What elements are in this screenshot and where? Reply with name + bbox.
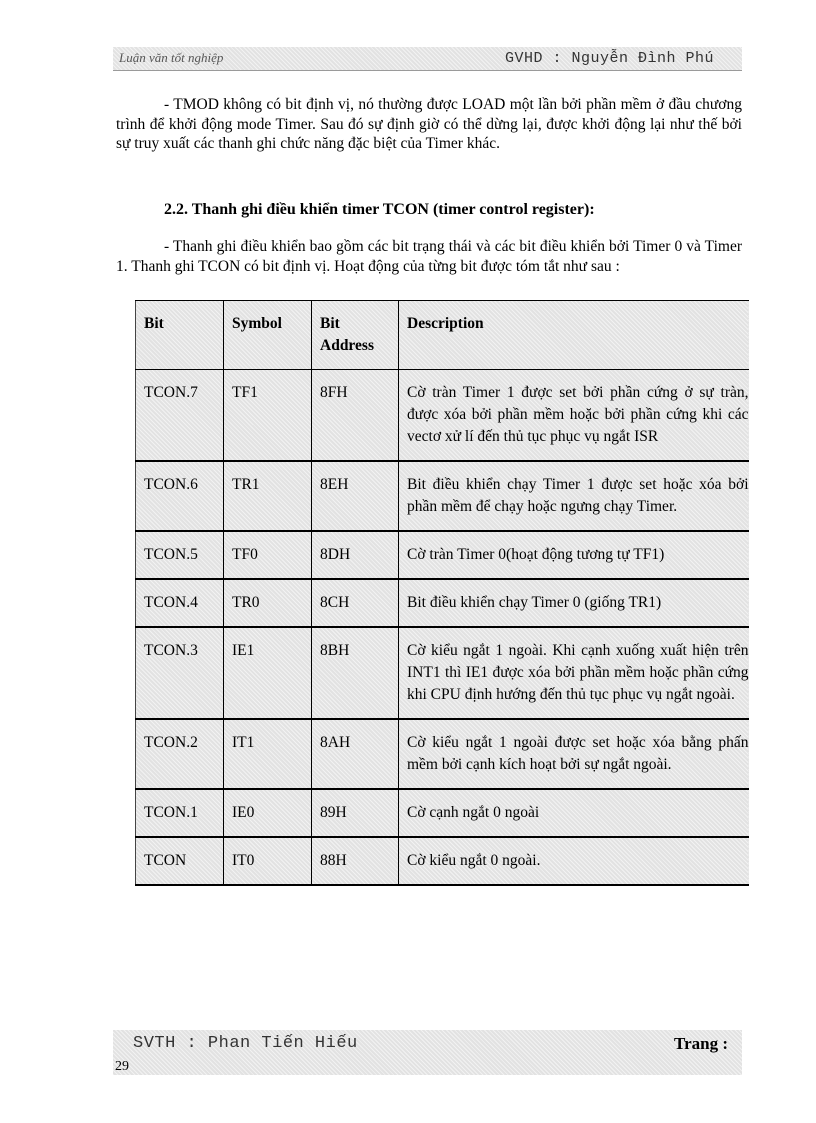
cell-bit: TCON.7	[136, 370, 224, 462]
cell-bit: TCON.6	[136, 461, 224, 531]
table-row	[136, 370, 749, 462]
footer-student: SVTH : Phan Tiến Hiếu	[133, 1034, 358, 1053]
page-footer	[113, 1030, 742, 1075]
page-number: 29	[115, 1059, 129, 1074]
tcon-bit-table	[135, 300, 749, 886]
section-heading: 2.2. Thanh ghi điều khiển timer TCON (timer control register):	[164, 201, 595, 218]
cell-address: 89H	[312, 789, 399, 837]
table-row	[136, 719, 749, 789]
table-row	[136, 627, 749, 719]
cell-symbol: IT1	[224, 719, 312, 789]
cell-description: Bit điều khiển chạy Timer 0 (giống TR1)	[399, 579, 749, 627]
cell-address: 8DH	[312, 531, 399, 579]
col-header-symbol: Symbol	[224, 301, 312, 370]
cell-symbol: IE0	[224, 789, 312, 837]
cell-symbol: TR1	[224, 461, 312, 531]
cell-bit: TCON	[136, 837, 224, 885]
cell-symbol: TF1	[224, 370, 312, 462]
table-header-row	[136, 301, 749, 370]
intro-paragraph: - TMOD không có bit định vị, nó thường được LOAD một lần bởi phần mềm ở đầu chương trình để khởi động mode Timer. Sau đó sự định giờ có thể dừng lại, được khởi động lại như thế bởi sự truy xuất các thanh ghi chức năng đặc biệt của Timer khác.	[116, 96, 742, 152]
cell-description: Cờ kiểu ngắt 1 ngoài được set hoặc xóa bằng phấn mềm bởi cạnh kích hoạt bởi sự ngắt ngoài.	[399, 719, 749, 789]
cell-description: Cờ cạnh ngắt 0 ngoài	[399, 789, 749, 837]
cell-symbol: TR0	[224, 579, 312, 627]
col-header-description: Description	[399, 301, 749, 370]
cell-bit: TCON.5	[136, 531, 224, 579]
cell-address: 8EH	[312, 461, 399, 531]
cell-description: Cờ kiểu ngắt 0 ngoài.	[399, 837, 749, 885]
cell-bit: TCON.2	[136, 719, 224, 789]
cell-description: Cờ tràn Timer 0(hoạt động tương tự TF1)	[399, 531, 749, 579]
cell-symbol: IE1	[224, 627, 312, 719]
cell-bit: TCON.4	[136, 579, 224, 627]
col-header-bit: Bit	[136, 301, 224, 370]
table-row	[136, 837, 749, 885]
cell-description: Cờ kiểu ngắt 1 ngoài. Khi cạnh xuống xuất hiện trên INT1 thì IE1 được xóa bởi phần mềm hoặc phần cứng khi CPU định hướng đến thủ tục phục vụ ngắt ngoài.	[399, 627, 749, 719]
cell-address: 8CH	[312, 579, 399, 627]
cell-description: Cờ tràn Timer 1 được set bởi phần cứng ở sự tràn, được xóa bởi phần mềm hoặc bởi phần cứng khi các vectơ xử lí đến thủ tục phục vụ ngắt ISR	[399, 370, 749, 462]
cell-address: 8BH	[312, 627, 399, 719]
footer-page-label: Trang :	[674, 1034, 728, 1053]
cell-symbol: TF0	[224, 531, 312, 579]
header-advisor: GVHD : Nguyễn Đình Phú	[504, 50, 714, 67]
page-header	[113, 47, 742, 71]
cell-bit: TCON.3	[136, 627, 224, 719]
cell-description: Bit điều khiển chạy Timer 1 được set hoặc xóa bởi phần mềm để chạy hoặc ngưng chạy Timer.	[399, 461, 749, 531]
cell-address: 88H	[312, 837, 399, 885]
tcon-paragraph: - Thanh ghi điều khiển bao gồm các bit trạng thái và các bit điều khiển bởi Timer 0 và Timer 1. Thanh ghi TCON có bit định vị. Hoạt động của từng bit được tóm tắt như sau :	[116, 238, 742, 275]
cell-bit: TCON.1	[136, 789, 224, 837]
cell-symbol: IT0	[224, 837, 312, 885]
table-row	[136, 579, 749, 627]
header-thesis-label: Luận văn tốt nghiệp	[119, 50, 224, 65]
col-header-bit-address: Bit Address	[312, 301, 399, 370]
table-row	[136, 531, 749, 579]
cell-address: 8FH	[312, 370, 399, 462]
cell-address: 8AH	[312, 719, 399, 789]
table-row	[136, 461, 749, 531]
table-row	[136, 789, 749, 837]
